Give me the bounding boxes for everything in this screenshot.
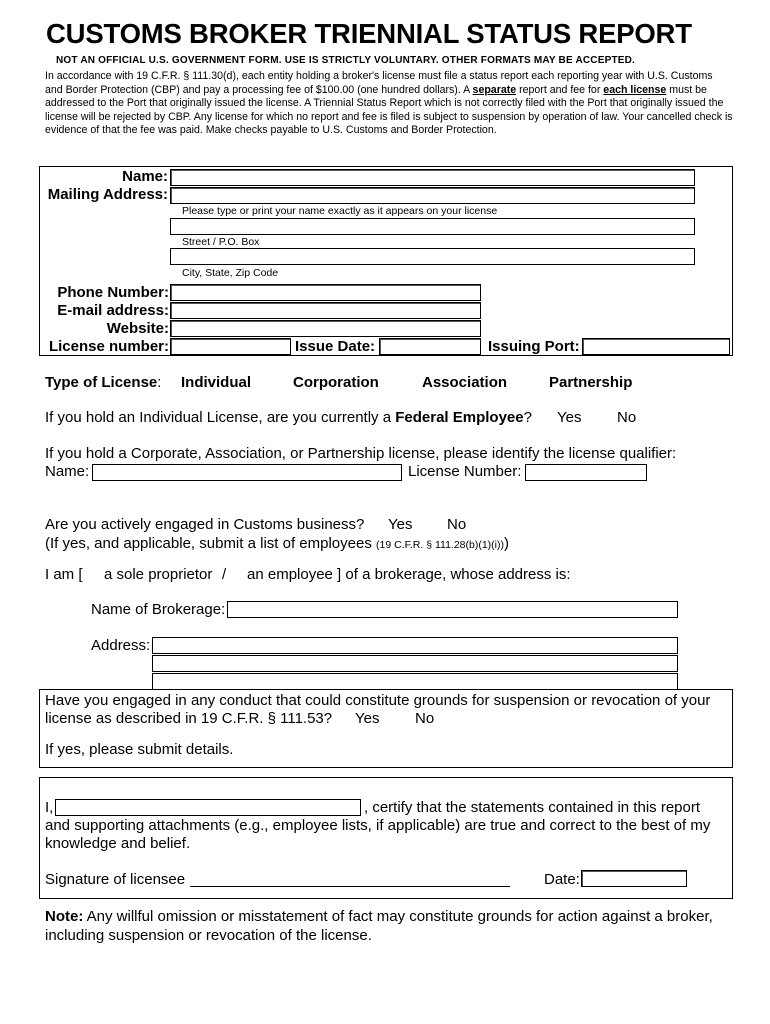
business-citation: (19 C.F.R. § 111.28(b)(1)(i)) <box>376 539 504 551</box>
business-yes-option[interactable]: Yes <box>388 516 413 533</box>
business-employee-note <box>45 535 509 552</box>
certify-name-field[interactable] <box>55 799 361 816</box>
city-hint: City, State, Zip Code <box>182 267 279 279</box>
proprietor-slash: / <box>222 566 227 583</box>
license-option-individual[interactable]: Individual <box>181 374 252 391</box>
name-field[interactable] <box>170 169 695 186</box>
license-option-association[interactable]: Association <box>422 374 508 391</box>
signature-line[interactable] <box>190 886 510 887</box>
employee-option[interactable]: an employee ] of a brokerage, whose address is: <box>247 566 571 583</box>
form-title: CUSTOMS BROKER TRIENNIAL STATUS REPORT <box>46 18 692 49</box>
mailing-address-field[interactable] <box>170 187 695 204</box>
federal-yes-option[interactable]: Yes <box>557 409 582 426</box>
city-state-zip-field[interactable] <box>170 248 695 265</box>
certify-text-line3: knowledge and belief. <box>45 835 191 852</box>
website-field[interactable] <box>170 320 481 337</box>
federal-q-bold: Federal Employee <box>395 409 524 426</box>
name-label: Name: <box>122 168 168 185</box>
phone-field[interactable] <box>170 284 481 301</box>
phone-label: Phone Number: <box>57 284 169 301</box>
certify-text-line2: and supporting attachments (e.g., employee lists, if applicable) are true and correct to the best of my <box>45 817 711 834</box>
street-field[interactable] <box>170 218 695 235</box>
certify-i: I, <box>45 799 54 816</box>
business-no-option[interactable]: No <box>447 516 467 533</box>
mailing-address-label: Mailing Address: <box>47 186 168 203</box>
license-number-label: License number: <box>48 338 169 355</box>
qualifier-question: If you hold a Corporate, Association, or Partnership license, please identify the license qualifier: <box>45 445 677 462</box>
intro-text-a: In accordance with 19 C.F.R. § 111.30(d), each entity holding a broker's license must file a status report each reporting year with U.S. Customs and Border Protection (CBP) and pay a processing fee of $100.00 (one hundred dollars). A <box>45 70 713 96</box>
license-option-partnership[interactable]: Partnership <box>549 374 633 391</box>
sole-proprietor-option[interactable]: a sole proprietor <box>104 566 213 583</box>
intro-paragraph <box>45 70 733 138</box>
issuing-port-label: Issuing Port: <box>488 338 580 355</box>
website-label: Website: <box>106 320 169 337</box>
form-subtitle: NOT AN OFFICIAL U.S. GOVERNMENT FORM. USE IS STRICTLY VOLUNTARY. OTHER FORMATS MAY BE ACCEPTED. <box>56 55 636 66</box>
note-line2: including suspension or revocation of the license. <box>45 927 372 944</box>
brokerage-address-field-2[interactable] <box>152 655 678 672</box>
certify-text-line1: , certify that the statements contained in this report <box>364 799 701 816</box>
name-hint: Please type or print your name exactly as it appears on your license <box>182 205 498 217</box>
note-text-1: Any willful omission or misstatement of fact may constitute grounds for action against a broker, <box>83 908 713 925</box>
license-option-corporation[interactable]: Corporation <box>293 374 379 391</box>
federal-q-b: ? <box>523 409 532 426</box>
conduct-question-line2: license as described in 19 C.F.R. § 111.53? <box>45 710 333 727</box>
business-note-close: ) <box>504 535 509 552</box>
brokerage-address-label: Address: <box>91 637 151 654</box>
qualifier-name-label: Name: <box>45 463 90 480</box>
intro-separate: separate <box>472 83 517 96</box>
license-number-field[interactable] <box>170 338 291 355</box>
note-line1 <box>45 908 713 925</box>
brokerage-name-field[interactable] <box>227 601 678 618</box>
issue-date-field[interactable] <box>379 338 481 355</box>
issue-date-label: Issue Date: <box>295 338 376 355</box>
license-type-label-text: Type of License <box>45 374 158 391</box>
date-label: Date: <box>544 871 580 888</box>
conduct-question-line1: Have you engaged in any conduct that could constitute grounds for suspension or revocation of your <box>45 692 711 709</box>
intro-each-license: each license <box>603 83 667 96</box>
federal-q-a: If you hold an Individual License, are you currently a <box>45 409 396 426</box>
qualifier-name-field[interactable] <box>92 464 402 481</box>
business-note-text: (If yes, and applicable, submit a list of employees <box>45 535 372 552</box>
federal-no-option[interactable]: No <box>617 409 637 426</box>
license-type-label <box>45 374 161 391</box>
conduct-no-option[interactable]: No <box>415 710 435 727</box>
license-type-colon: : <box>157 374 162 391</box>
i-am-bracket: I am [ <box>45 566 83 583</box>
date-field[interactable] <box>581 870 687 887</box>
brokerage-name-label: Name of Brokerage: <box>91 601 226 618</box>
brokerage-address-field-3[interactable] <box>152 673 678 690</box>
conduct-details: If yes, please submit details. <box>45 741 234 758</box>
qualifier-license-label: License Number: <box>408 463 522 480</box>
email-field[interactable] <box>170 302 481 319</box>
qualifier-license-field[interactable] <box>525 464 647 481</box>
signature-label: Signature of licensee <box>45 871 186 888</box>
federal-employee-question <box>45 409 532 426</box>
business-question: Are you actively engaged in Customs business? <box>45 516 365 533</box>
note-label: Note: <box>45 908 84 925</box>
intro-text-c: must be addressed to the Port that originally issued the license. A Triennial Status Report which is not correctly filed with the Port that originally issued the license will be rejected by CBP. Any license for which no report and fee is filed is subject to suspension by operation of law. Your cancelled check is evidence of that the fee was paid. Make checks payable to U.S. Customs and Border Protection. <box>45 83 733 137</box>
issuing-port-field[interactable] <box>582 338 730 355</box>
street-hint: Street / P.O. Box <box>182 236 260 248</box>
conduct-yes-option[interactable]: Yes <box>355 710 380 727</box>
brokerage-address-field-1[interactable] <box>152 637 678 654</box>
email-label: E-mail address: <box>57 302 169 319</box>
intro-text-b: report and fee for <box>516 83 604 96</box>
